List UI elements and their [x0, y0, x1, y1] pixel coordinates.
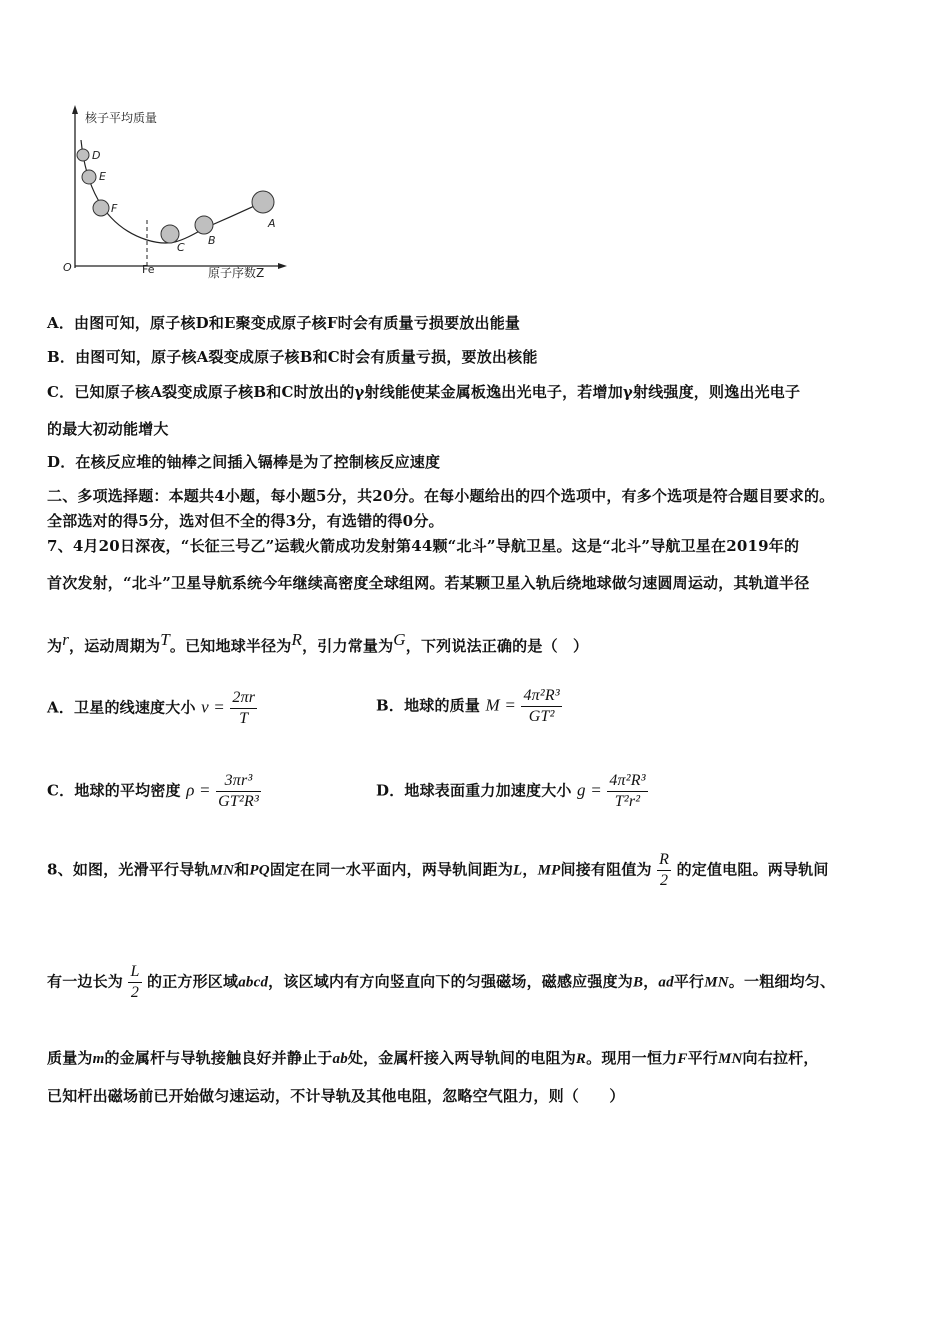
q7-stem-line3: 为$^r$，运动周期为$^T$。已知地球半径为$^R$，引力常量为$^G$，下列说法正确的是（ ） [47, 630, 589, 655]
q7-stem-line1: 7、4月20日深夜，“长征三号乙”运载火箭成功发射第44颗“北斗”导航卫星。这是“北斗”导航卫星在2019年的 [47, 537, 800, 555]
section2-heading-cont: 全部选对的得5分，选对但不全的得3分，有选错的得0分。 [47, 512, 444, 530]
formula-d: $\frac{\text{4π²R³}}{\text{T²r²}}$ [609, 772, 646, 810]
origin-label: O [63, 261, 72, 274]
point-F [93, 200, 109, 216]
label-E: E [99, 170, 106, 183]
fraction-r-over-2: $\frac{R}{2}$ [659, 851, 670, 889]
q7-option-c: C．地球的平均密度 ρ = $\frac{\text{3πr³}}{\text{GT²R³}}$ [47, 772, 259, 810]
mass-defect-figure [55, 100, 295, 285]
q6-option-d: D．在核反应堆的铀棒之间插入镉棒是为了控制核反应速度 [47, 453, 441, 471]
point-D [77, 149, 89, 161]
var-G: G [393, 630, 406, 649]
label-D: D [92, 149, 101, 162]
q8-stem-line1: 8、如图，光滑平行导轨MN和PQ固定在同一水平面内，两导轨间距为L，MP间接有阻值为 $\frac{R}{2}$ 的定值电阻。两导轨间 [47, 851, 829, 889]
var-T: T [160, 630, 170, 649]
q6-option-c: C．已知原子核A裂变成原子核B和C时放出的γ射线能使某金属板逸出光电子，若增加γ射线强度，则逸出光电子 [47, 383, 801, 401]
q7-option-d: D．地球表面重力加速度大小 g = $\frac{\text{4π²R³}}{\text{T²r²}}$ [376, 772, 646, 810]
label-C: C [177, 241, 185, 254]
point-B [195, 216, 213, 234]
x-axis-arrow [278, 263, 287, 269]
var-r: r [62, 630, 70, 649]
q6-option-a: A．由图可知，原子核D和E聚变成原子核F时会有质量亏损要放出能量 [47, 314, 521, 332]
q8-stem-line3: 质量为m的金属杆与导轨接触良好并静止于ab处，金属杆接入两导轨间的电阻为R。现用一恒力F平行MN向右拉杆， [47, 1049, 819, 1067]
formula-b: $\frac{\text{4π²R³}}{\text{GT²}}$ [523, 687, 560, 725]
label-F: F [111, 202, 118, 215]
y-axis-label: 核子平均质量 [85, 111, 158, 125]
q7-option-b: B．地球的质量 M = $\frac{\text{4π²R³}}{\text{GT²}}$ [376, 687, 560, 725]
fraction-l-over-2: $\frac{L}{2}$ [130, 963, 140, 1001]
q8-stem-line4: 已知杆出磁场前已开始做匀速运动，不计导轨及其他电阻，忽略空气阻力，则（ ） [47, 1087, 625, 1105]
y-axis-arrow [72, 105, 78, 114]
q8-stem-line2: 有一边长为 $\frac{L}{2}$ 的正方形区域abcd，该区域内有方向竖直向下的匀强磁场，磁感应强度为B，ad平行MN。一粗细均匀、 [47, 963, 836, 1001]
q7-option-a: A．卫星的线速度大小 v = $\frac{2\pi r}{T}$ [47, 689, 256, 727]
fe-label: Fe [142, 263, 155, 276]
section2-heading: 二、多项选择题：本题共4小题，每小题5分，共20分。在每小题给出的四个选项中，有多个选项是符合题目要求的。 [47, 487, 835, 505]
formula-a: $\frac{2\pi r}{T}$ [232, 689, 256, 727]
point-A [252, 191, 274, 213]
label-A: A [268, 217, 276, 230]
x-axis-label: 原子序数Z [208, 266, 265, 280]
q7-stem-line2: 首次发射，“北斗”卫星导航系统今年继续高密度全球组网。若某颗卫星入轨后绕地球做匀速圆周运动，其轨道半径 [47, 574, 810, 592]
point-E [82, 170, 96, 184]
label-B: B [208, 234, 216, 247]
q6-option-c-cont: 的最大初动能增大 [47, 420, 169, 438]
q6-option-b: B．由图可知，原子核A裂变成原子核B和C时会有质量亏损，要放出核能 [47, 348, 538, 366]
formula-c: $\frac{\text{3πr³}}{\text{GT²R³}}$ [218, 772, 259, 810]
var-R: R [291, 630, 303, 649]
